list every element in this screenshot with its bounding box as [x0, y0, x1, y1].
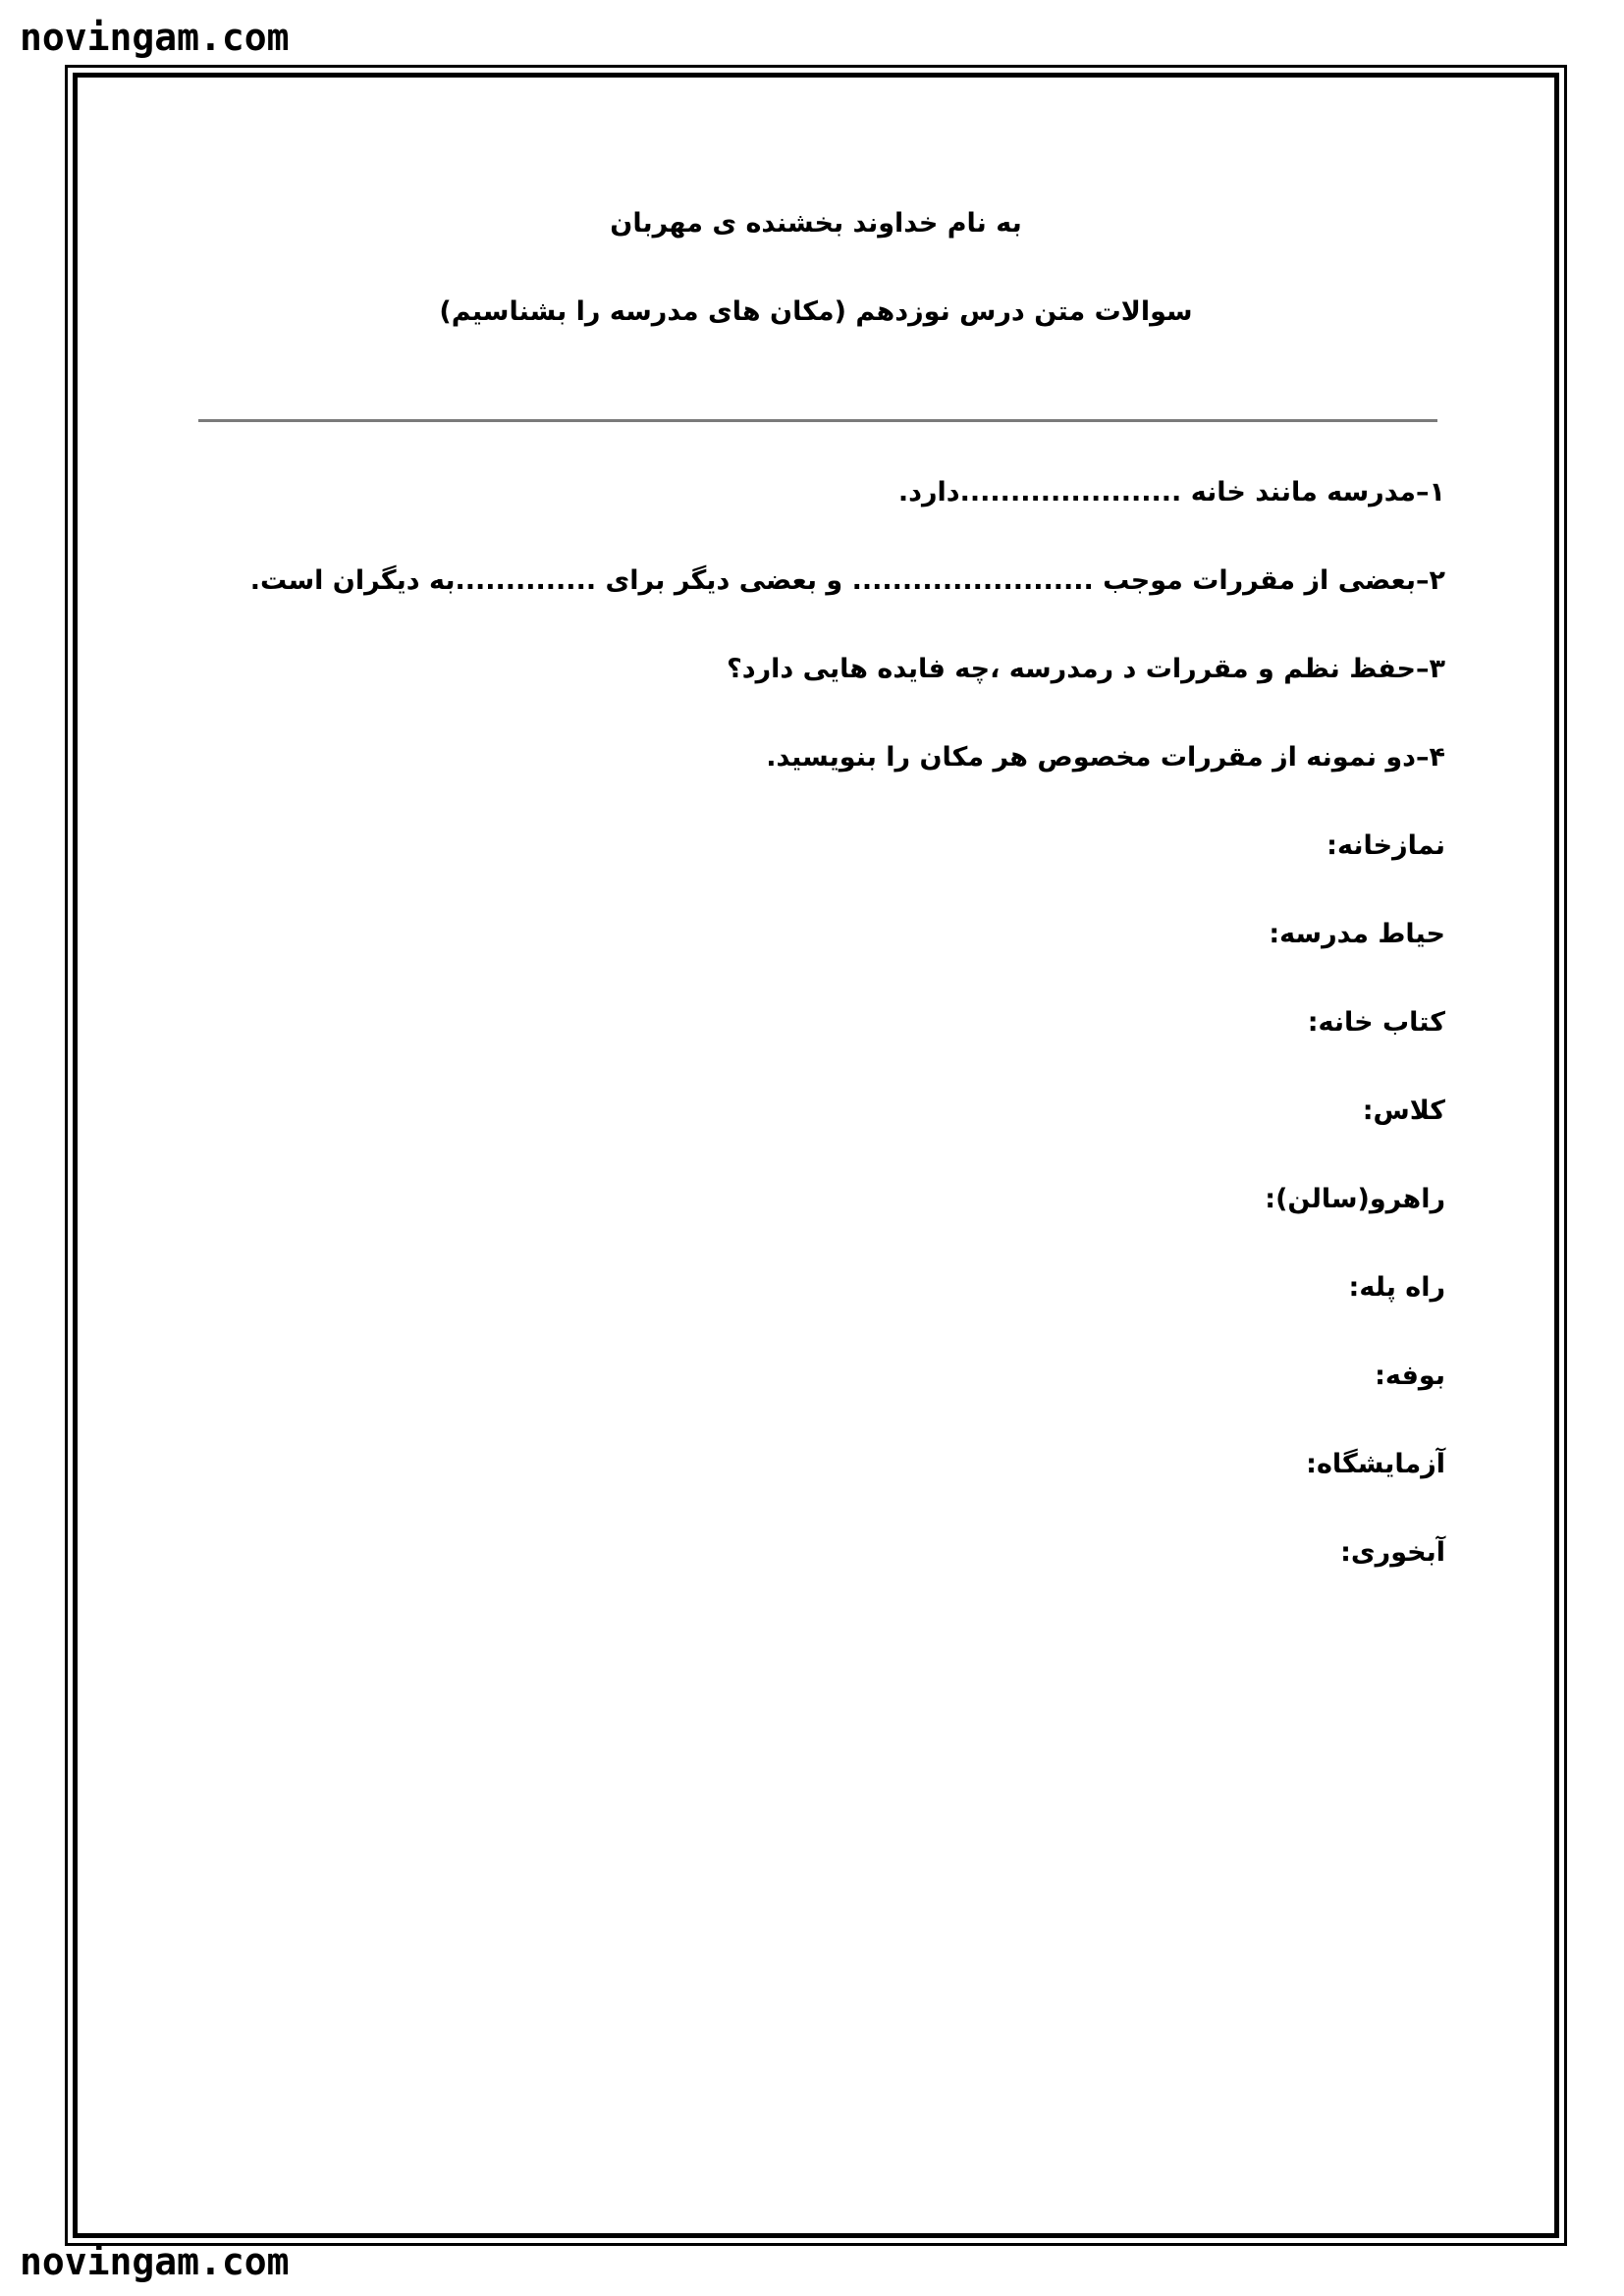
place-item-library: کتاب خانه:: [1307, 1007, 1445, 1038]
place-item-stairway: راه پله:: [1348, 1272, 1445, 1303]
page-title: به نام خداوند بخشنده ی مهربان: [610, 208, 1022, 239]
place-item-hallway: راهرو(سالن):: [1265, 1184, 1445, 1214]
page-subtitle: سوالات متن درس نوزدهم (مکان های مدرسه را بشناسیم): [439, 296, 1193, 327]
place-item-buffet: بوفه:: [1375, 1361, 1445, 1391]
place-item-schoolyard: حیاط مدرسه:: [1269, 919, 1445, 949]
question-list: [249, 469, 1445, 1618]
place-item-prayer-room: نمازخانه:: [1326, 830, 1445, 861]
place-item-water-fountain: آبخوری:: [1340, 1537, 1445, 1568]
question-2: ۲–بعضی از مقررات موجب ........................ و بعضی دیگر برای ..............به دیگران است.: [249, 565, 1445, 596]
watermark-bottom: novingam.com: [20, 2240, 290, 2283]
place-item-classroom: کلاس:: [1362, 1095, 1445, 1126]
question-3: ۳–حفظ نظم و مقررات د رمدرسه ،چه فایده هایی دارد؟: [727, 654, 1445, 684]
question-4: ۴–دو نمونه از مقررات مخصوص هر مکان را بنویسید.: [766, 742, 1445, 773]
header-divider: [198, 419, 1437, 422]
watermark-top: novingam.com: [20, 16, 290, 59]
place-item-laboratory: آزمایشگاه:: [1306, 1449, 1445, 1479]
question-1: ۱–مدرسه مانند خانه ......................دارد.: [897, 477, 1445, 507]
